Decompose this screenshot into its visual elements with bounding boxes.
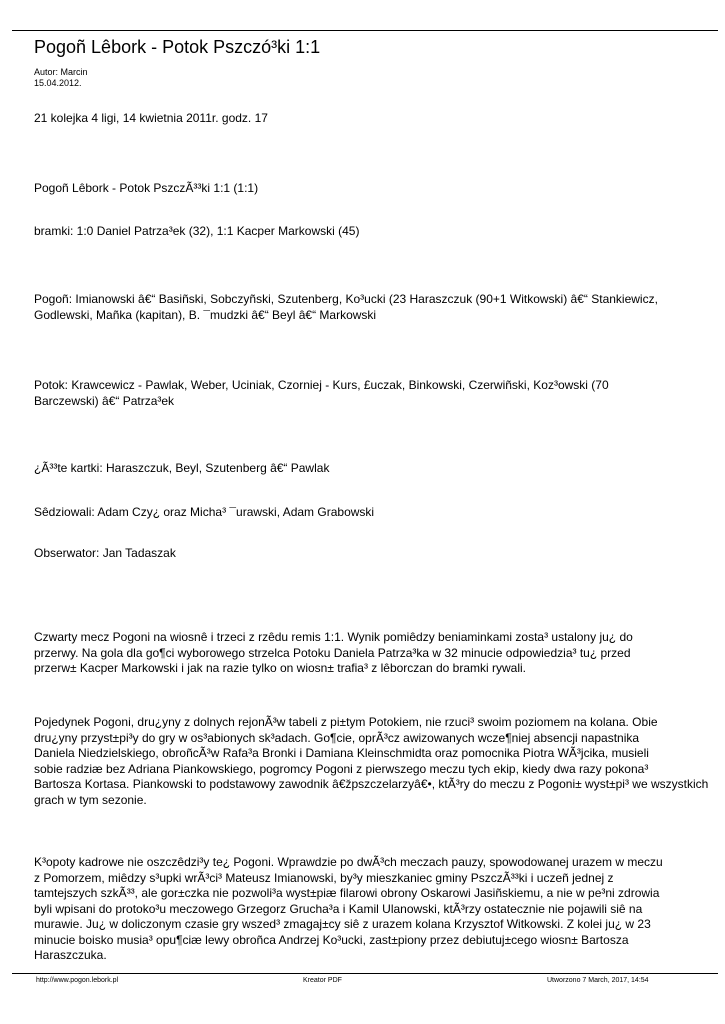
- body-paragraph-1: Czwarty mecz Pogoni na wiosnê i trzeci z rzêdu remis 1:1. Wynik pomiêdzy beniaminkami zosta³ ustalony ju¿ do przerwy. Na gola dla go¶ci wyborowego strzelca Potoku Daniela Patrza³ka w 32 minucie odpowiedzia³ tu¿ przed przerw± Kacper Markowski i jak na razie tylko on wiosn± trafia³ z lêborczan do bramki rywali.: [34, 630, 633, 675]
- referees-line: Sêdziowali: Adam Czy¿ oraz Micha³ ¯urawski, Adam Grabowski: [34, 505, 375, 519]
- body-paragraph-3: K³opoty kadrowe nie oszczêdzi³y te¿ Pogoni. Wprawdzie po dwÃ³ch meczach pauzy, spowodowanej urazem w meczu z Pomorzem, miêdzy s³upki wrÃ³ci³ Mateusz Imianowski, by³y mieszkaniec gminy PszczÃ³³ki i uczeñ jednej z tamtejszych szkÃ³³, ale gor±czka nie pozwoli³a wyst±piæ filarowi obrony Oskarowi Jasiñskiemu, a nie w pe³ni zdrowia byli wpisani do protoko³u meczowego Grzegorz Grucha³a i Kamil Ulanowski, ktÃ³rzy ostatecznie nie pojawili siê na murawie. Ju¿ w doliczonym czasie gry wszed³ zmagaj±cy siê z urazem kolana Krzysztof Witkowski. Z kolei ju¿ w 23 minucie boisko musia³ opu¶ciæ lewy obroñca Andrzej Ko³ucki, zast±piony przez debiutuj±cego wiosn± Bartosza Haraszczuka.: [34, 855, 663, 962]
- header-rule: [12, 30, 718, 31]
- author-line: Autor: Marcin: [34, 67, 88, 77]
- publish-date: 15.04.2012.: [34, 78, 82, 88]
- goals-line: bramki: 1:0 Daniel Patrza³ek (32), 1:1 Kacper Markowski (45): [34, 224, 360, 238]
- footer-site-url[interactable]: http://www.pogon.lebork.pl: [36, 977, 119, 984]
- match-result: Pogoñ Lêbork - Potok PszczÃ³³ki 1:1 (1:1): [34, 181, 259, 195]
- potok-lineup: Potok: Krawcewicz - Pawlak, Weber, Uciniak, Czorniej - Kurs, £uczak, Binkowski, Czerwiñski, Koz³owski (70 Barczewski) â€“ Patrza³ek: [34, 378, 609, 408]
- observer-line: Obserwator: Jan Tadaszak: [34, 546, 176, 560]
- footer-created-date: Utworzono 7 March, 2017, 14:54: [547, 977, 649, 984]
- footer-rule: [12, 973, 718, 974]
- yellow-cards: ¿Ã³³te kartki: Haraszczuk, Beyl, Szutenberg â€“ Pawlak: [34, 461, 330, 475]
- match-info: 21 kolejka 4 ligi, 14 kwietnia 2011r. godz. 17: [34, 111, 268, 125]
- footer-creator: Kreator PDF: [303, 977, 342, 984]
- pogon-lineup: Pogoñ: Imianowski â€“ Basiñski, Sobczyñski, Szutenberg, Ko³ucki (23 Haraszczuk (90+1 Witkowski) â€“ Stankiewicz, Godlewski, Mañka (kapitan), B. ¯mudzki â€“ Beyl â€“ Markowski: [34, 292, 658, 322]
- body-paragraph-2: Pojedynek Pogoni, dru¿yny z dolnych rejonÃ³w tabeli z pi±tym Potokiem, nie rzuci³ swoim poziomem na kolana. Obie dru¿yny przyst±pi³y do gry w os³abionych sk³adach. Go¶cie, oprÃ³cz awizowanych wcze¶niej absencji napastnika Daniela Niedzielskiego, obroñcÃ³w Rafa³a Bronki i Damiana Kleinschmidta oraz pomocnika Piotra WÃ³jcika, musieli sobie radziæ bez Adriana Piankowskiego, pogromcy Pogoni z pierwszego meczu tych ekip, kiedy dwa razy pokona³ Bartosza Kortasa. Piankowski to podstawowy zawodnik â€žpszczelarzyâ€•, ktÃ³ry do meczu z Pogoni± wyst±pi³ we wszystkich grach w tym sezonie.: [34, 715, 709, 807]
- article-title: Pogoñ Lêbork - Potok Pszczó³ki 1:1: [34, 37, 321, 57]
